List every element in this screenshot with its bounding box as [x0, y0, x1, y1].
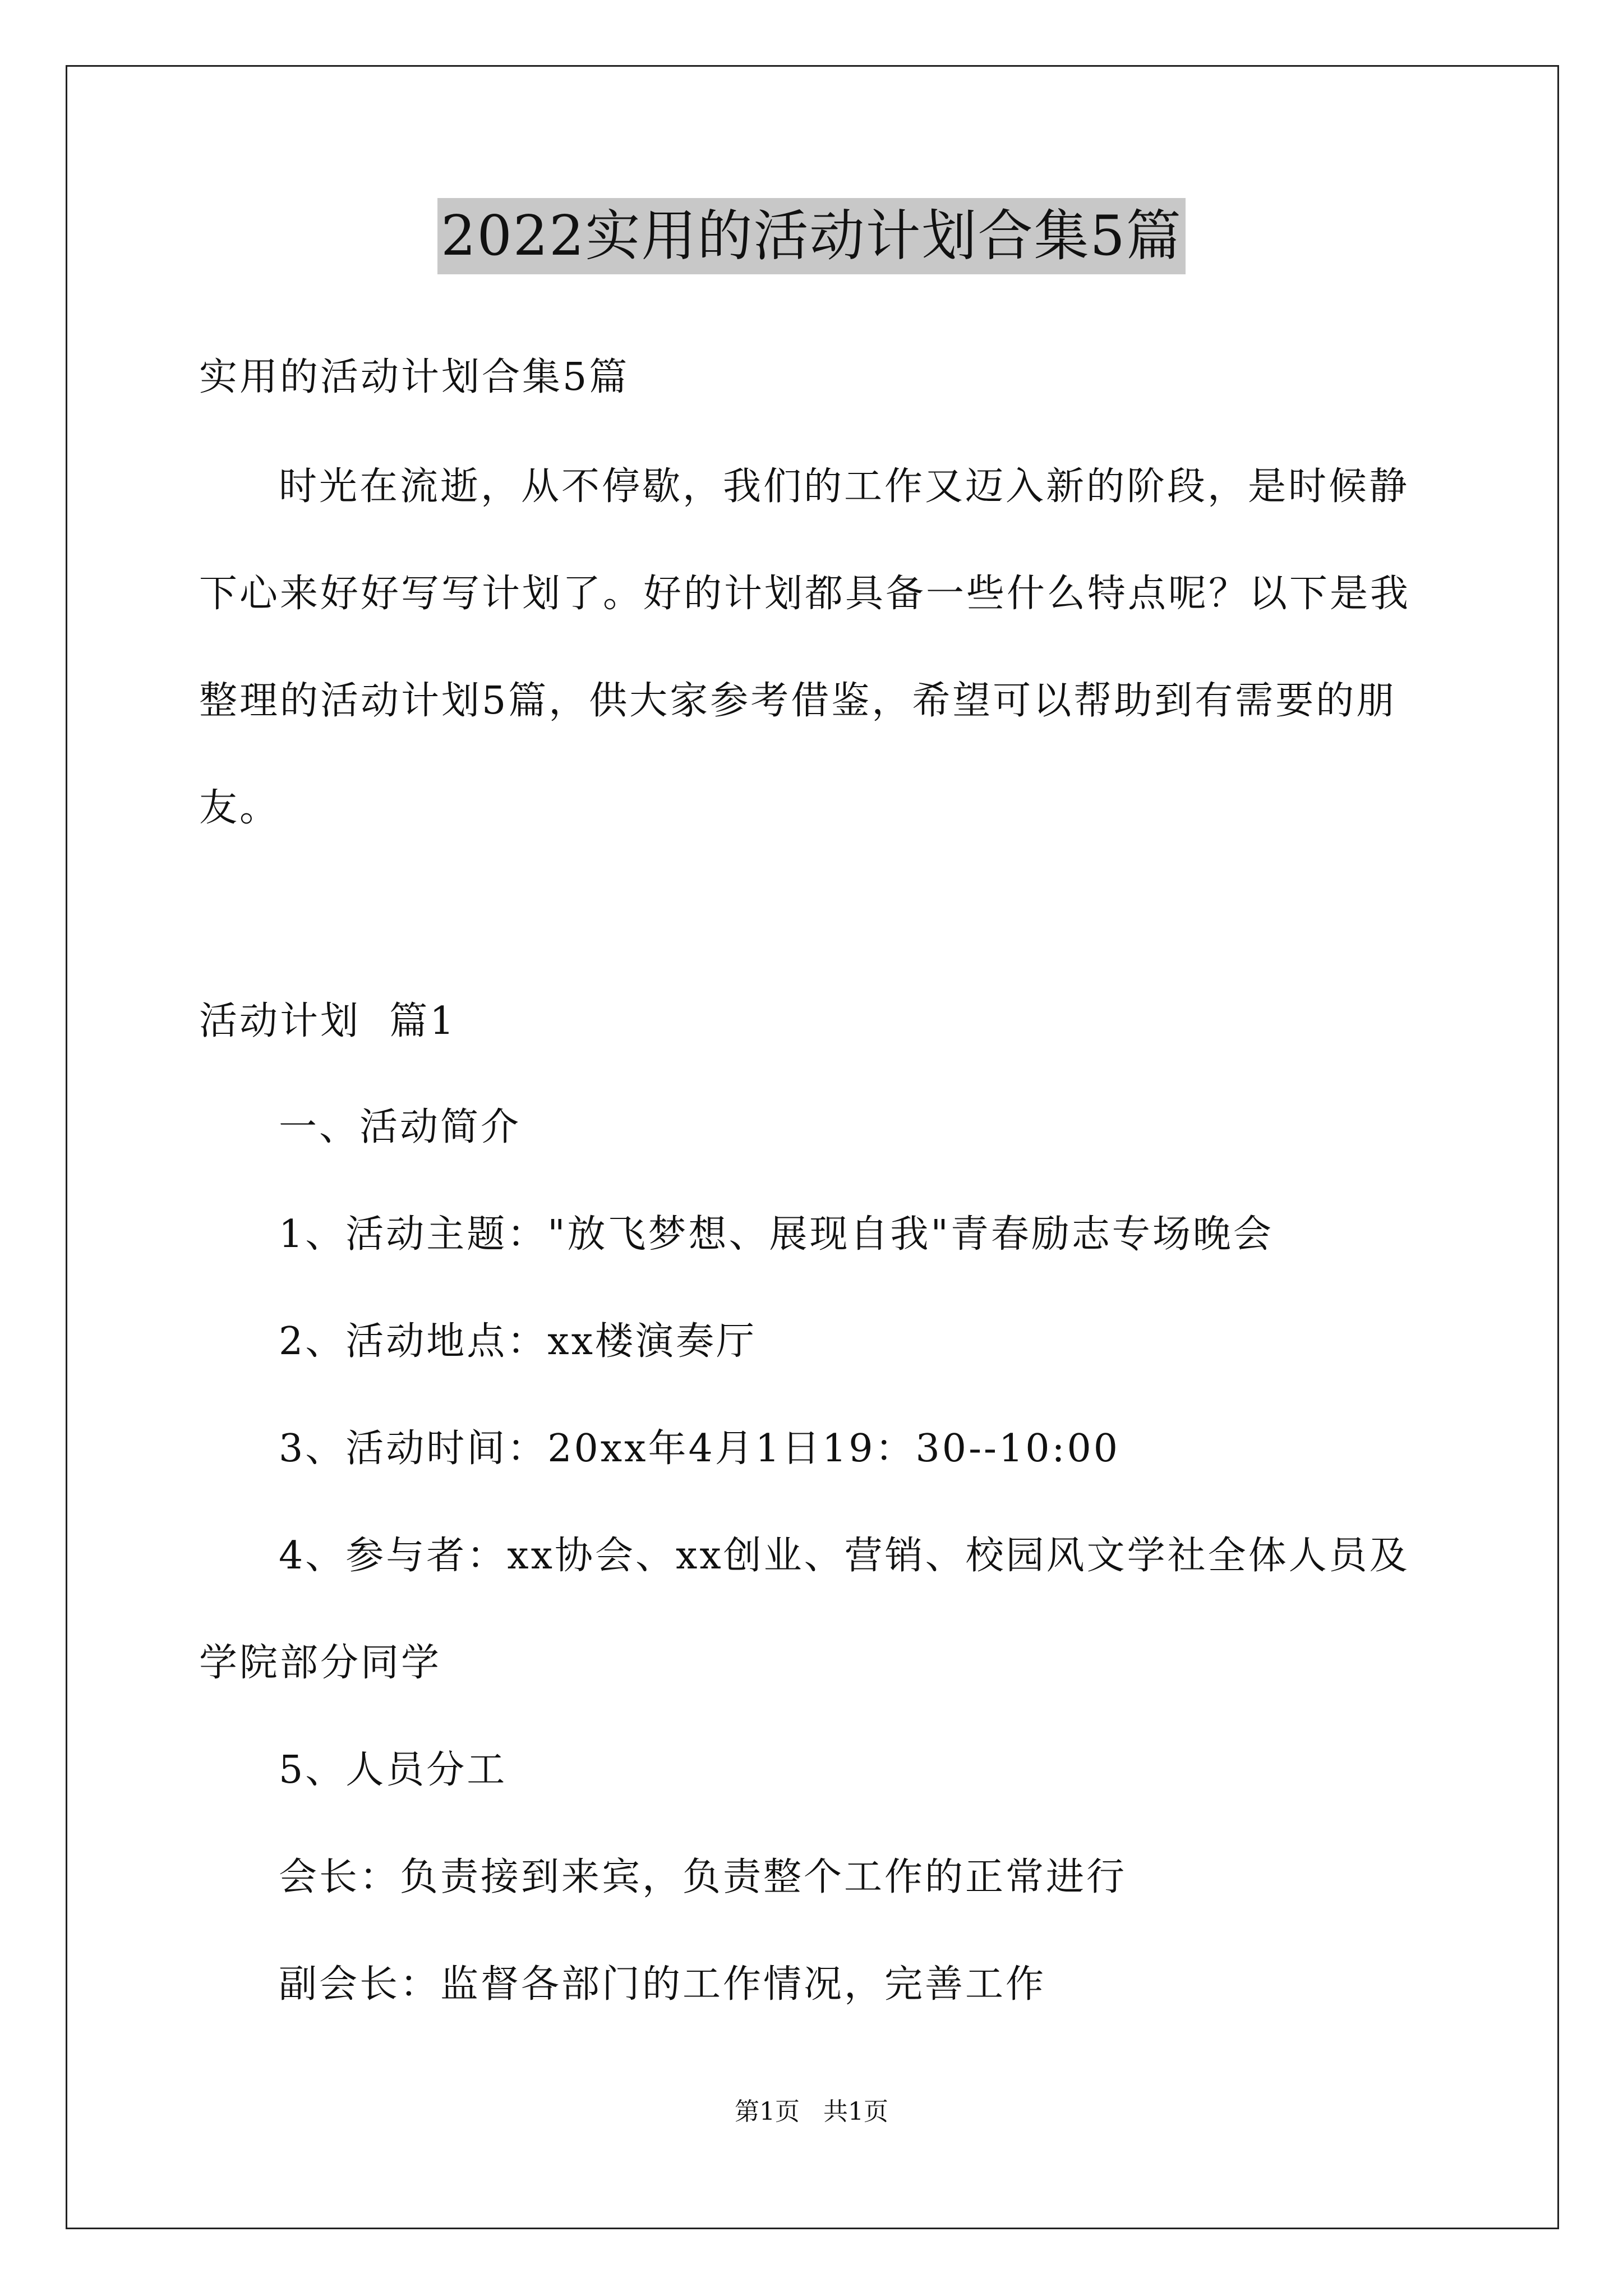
- section-item-location: 2、活动地点：xx楼演奏厅: [279, 1319, 757, 1364]
- section-item-participants: 4、参与者：xx协会、xx创业、营销、校园风文学社全体人员及: [279, 1534, 1410, 1578]
- intro-line-2: 下心来好好写写计划了。好的计划都具备一些什么特点呢？以下是我: [199, 572, 1411, 616]
- page-footer: [0, 2095, 1623, 2129]
- section-item-participants-cont: 学院部分同学: [199, 1641, 442, 1685]
- section-item-heading: 一、活动简介: [279, 1105, 522, 1149]
- document-subtitle: 实用的活动计划合集5篇: [199, 355, 630, 399]
- intro-line-4: 友。: [199, 786, 280, 830]
- section-item-time: 3、活动时间：20xx年4月1日19：30--10:00: [279, 1427, 1120, 1471]
- title-container: [0, 198, 1623, 274]
- page-number: 第1页: [735, 2097, 800, 2126]
- intro-line-3: 整理的活动计划5篇，供大家参考借鉴，希望可以帮助到有需要的朋: [199, 679, 1397, 723]
- document-title: 2022实用的活动计划合集5篇: [437, 198, 1186, 274]
- intro-line-1: 时光在流逝，从不停歇，我们的工作又迈入新的阶段，是时候静: [279, 464, 1410, 509]
- page-total: 共1页: [823, 2097, 888, 2126]
- section-heading: 活动计划 篇1: [199, 999, 457, 1043]
- section-item-theme: 1、活动主题："放飞梦想、展现自我"青春励志专场晚会: [279, 1212, 1274, 1257]
- section-item-president: 会长：负责接到来宾，负责整个工作的正常进行: [279, 1855, 1127, 1899]
- section-item-vice-president: 副会长：监督各部门的工作情况，完善工作: [279, 1962, 1046, 2007]
- section-item-staff: 5、人员分工: [279, 1748, 508, 1792]
